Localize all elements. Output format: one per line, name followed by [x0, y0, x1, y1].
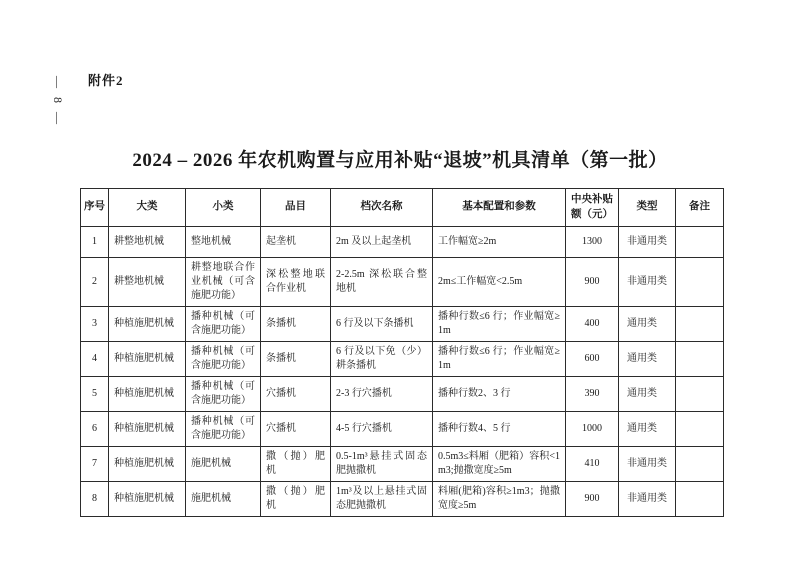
table-cell: 6 行及以下免（少）耕条播机	[331, 342, 433, 377]
table-cell	[676, 258, 724, 307]
table-cell: 施肥机械	[186, 447, 261, 482]
table-cell: 6 行及以下条播机	[331, 307, 433, 342]
table-cell: 非通用类	[619, 227, 676, 258]
table-cell	[676, 307, 724, 342]
table-cell: 撒（抛）肥机	[261, 482, 331, 517]
table-cell: 2	[81, 258, 109, 307]
table-header-row	[81, 189, 724, 227]
table-cell: 2m 及以上起垄机	[331, 227, 433, 258]
table-cell: 种植施肥机械	[109, 412, 186, 447]
table-cell	[676, 412, 724, 447]
header-cell-index: 序号	[81, 189, 109, 227]
table-cell: 非通用类	[619, 482, 676, 517]
table-cell: 播种机械（可含施肥功能）	[186, 412, 261, 447]
table-cell: 1	[81, 227, 109, 258]
table-cell: 起垄机	[261, 227, 331, 258]
table-row	[81, 307, 724, 342]
table-cell: 种植施肥机械	[109, 342, 186, 377]
table-header	[81, 189, 724, 227]
header-cell-subcategory: 小类	[186, 189, 261, 227]
table-cell: 播种行数4、5 行	[433, 412, 566, 447]
table-cell: 工作幅宽≥2m	[433, 227, 566, 258]
table-cell: 390	[566, 377, 619, 412]
table-cell: 410	[566, 447, 619, 482]
header-cell-grade-name: 档次名称	[331, 189, 433, 227]
table-cell	[676, 342, 724, 377]
attachment-label: 附件2	[88, 73, 124, 88]
table-cell	[676, 377, 724, 412]
table-cell: 600	[566, 342, 619, 377]
table-cell: 种植施肥机械	[109, 377, 186, 412]
table-cell: 0.5m3≤料厢（肥箱）容积<1m3;抛撒宽度≥5m	[433, 447, 566, 482]
table-cell: 耕整地联合作业机械（可含施肥功能）	[186, 258, 261, 307]
table-cell: 条播机	[261, 307, 331, 342]
table-cell: 非通用类	[619, 258, 676, 307]
table-cell: 种植施肥机械	[109, 447, 186, 482]
page-number: — 8 —	[51, 76, 65, 127]
header-cell-category: 大类	[109, 189, 186, 227]
table-cell: 通用类	[619, 307, 676, 342]
table-cell: 播种行数≤6 行；作业幅宽≥1m	[433, 307, 566, 342]
table-cell: 900	[566, 482, 619, 517]
table-row	[81, 227, 724, 258]
table-cell: 通用类	[619, 412, 676, 447]
table-cell: 0.5-1m³悬挂式固态肥抛撒机	[331, 447, 433, 482]
subsidy-machinery-table	[80, 188, 724, 517]
table-cell: 种植施肥机械	[109, 307, 186, 342]
header-cell-item: 品目	[261, 189, 331, 227]
table-cell: 非通用类	[619, 447, 676, 482]
table-cell: 播种机械（可含施肥功能）	[186, 307, 261, 342]
table-row	[81, 342, 724, 377]
table-cell: 料厢(肥箱)容积≥1m3；抛撒宽度≥5m	[433, 482, 566, 517]
table-cell: 1300	[566, 227, 619, 258]
table-cell: 穴播机	[261, 377, 331, 412]
table-row	[81, 412, 724, 447]
table-cell: 通用类	[619, 342, 676, 377]
table-cell: 4-5 行穴播机	[331, 412, 433, 447]
header-cell-subsidy-amount: 中央补贴额（元）	[566, 189, 619, 227]
table-cell: 条播机	[261, 342, 331, 377]
table-cell: 耕整地机械	[109, 258, 186, 307]
table-cell: 8	[81, 482, 109, 517]
table-cell: 种植施肥机械	[109, 482, 186, 517]
table-cell	[676, 482, 724, 517]
table-cell: 2-2.5m 深松联合整地机	[331, 258, 433, 307]
table-cell: 播种行数2、3 行	[433, 377, 566, 412]
table-cell	[676, 227, 724, 258]
table-cell: 4	[81, 342, 109, 377]
table-cell: 1000	[566, 412, 619, 447]
table-cell: 7	[81, 447, 109, 482]
table-cell: 施肥机械	[186, 482, 261, 517]
table-cell: 播种机械（可含施肥功能）	[186, 377, 261, 412]
table-cell: 2-3 行穴播机	[331, 377, 433, 412]
page-title: 2024 – 2026 年农机购置与应用补贴“退坡”机具清单（第一批）	[132, 149, 668, 171]
table-row	[81, 377, 724, 412]
table-cell: 1m³及以上悬挂式固态肥抛撒机	[331, 482, 433, 517]
table-cell: 播种行数≤6 行；作业幅宽≥1m	[433, 342, 566, 377]
table-cell: 6	[81, 412, 109, 447]
table-row	[81, 482, 724, 517]
header-cell-config-params: 基本配置和参数	[433, 189, 566, 227]
table-cell: 深松整地联合作业机	[261, 258, 331, 307]
table-cell: 撒（抛）肥机	[261, 447, 331, 482]
table-cell: 穴播机	[261, 412, 331, 447]
table-row	[81, 258, 724, 307]
table-cell: 耕整地机械	[109, 227, 186, 258]
table-cell: 2m≤工作幅宽<2.5m	[433, 258, 566, 307]
table-cell: 通用类	[619, 377, 676, 412]
table-cell: 400	[566, 307, 619, 342]
table-cell: 5	[81, 377, 109, 412]
table-cell: 整地机械	[186, 227, 261, 258]
table-cell	[676, 447, 724, 482]
table-cell: 3	[81, 307, 109, 342]
header-cell-type: 类型	[619, 189, 676, 227]
table-cell: 900	[566, 258, 619, 307]
header-cell-remarks: 备注	[676, 189, 724, 227]
table-row	[81, 447, 724, 482]
table-cell: 播种机械（可含施肥功能）	[186, 342, 261, 377]
table-body	[81, 227, 724, 517]
